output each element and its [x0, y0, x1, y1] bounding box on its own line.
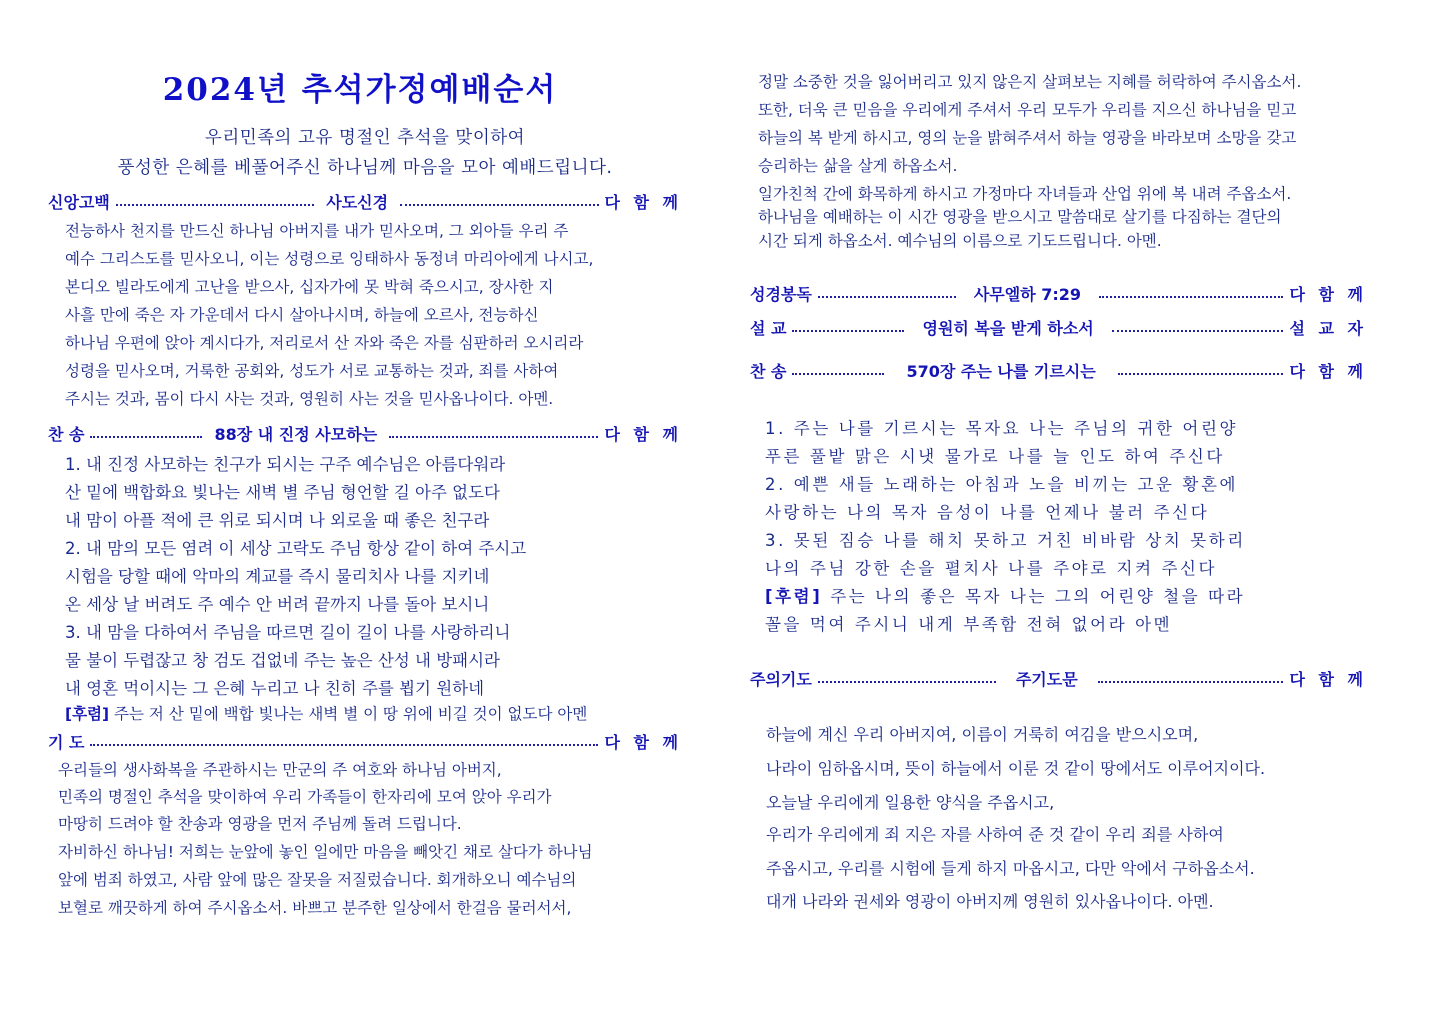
- section-item: 사무엘하 7:29: [973, 285, 1082, 304]
- section-leader: 다 함 께: [1289, 285, 1367, 304]
- leader-dots: [90, 744, 598, 746]
- section-item: 영원히 복을 받게 하소서: [922, 319, 1094, 338]
- hymn-line: 시험을 당할 때에 악마의 계교를 즉시 물리치사 나를 지키네: [65, 567, 490, 586]
- section-label: 찬 송: [48, 425, 85, 444]
- leader-dots: [1112, 330, 1284, 332]
- section-hymn-header: [48, 422, 682, 445]
- section-label: 찬 송: [750, 362, 787, 381]
- hymn-line: 산 밑에 백합화요 빛나는 새벽 별 주님 형언할 길 아주 없도다: [65, 483, 500, 502]
- lords-prayer-line: 대개 나라와 권세와 영광이 아버지께 영원히 있사옵나이다. 아멘.: [766, 892, 1214, 911]
- section-lords-prayer-header: [750, 667, 1367, 690]
- section-leader: 다 함 께: [604, 733, 682, 752]
- prayer-line: 민족의 명절인 추석을 맞이하여 우리 가족들이 한자리에 모여 앉아 우리가: [58, 788, 552, 806]
- hymn-line: 온 세상 날 버려도 주 예수 안 버려 끝까지 나를 돌아 보시니: [65, 595, 490, 614]
- section-item: 570장 주는 나를 기르시는: [906, 362, 1096, 381]
- leader-dots: [116, 204, 314, 206]
- creed-line: 하나님 우편에 앉아 계시다가, 저리로서 산 자와 죽은 자를 심판하러 오시리라: [65, 334, 584, 352]
- section-reading-header: [750, 282, 1367, 305]
- lords-prayer-line: 하늘에 계신 우리 아버지여, 이름이 거룩히 여김을 받으시오며,: [766, 725, 1199, 744]
- hymn2-refrain-line: 꼴을 먹여 주시니 내게 부족함 전혀 없어라 아멘: [765, 615, 1173, 634]
- prayer-line: 앞에 범죄 하였고, 사람 앞에 많은 잘못을 저질렀습니다. 회개하오니 예수님의: [58, 871, 577, 889]
- prayer-line: 우리들의 생사화복을 주관하시는 만군의 주 여호와 하나님 아버지,: [58, 761, 502, 779]
- section-label: 주의기도: [750, 670, 812, 689]
- hymn-refrain: [65, 702, 587, 724]
- lords-prayer-line: 주옵시고, 우리를 시험에 들게 하지 마옵시고, 다만 악에서 구하옵소서.: [766, 859, 1255, 878]
- hymn2-line: 1. 주는 나를 기르시는 목자요 나는 주님의 귀한 어린양: [765, 419, 1239, 438]
- leader-dots: [389, 436, 598, 438]
- hymn2-line: 사랑하는 나의 목자 음성이 나를 언제나 불러 주신다: [765, 503, 1210, 522]
- lords-prayer-line: 우리가 우리에게 죄 지은 자를 사하여 준 것 같이 우리 죄를 사하여: [766, 825, 1224, 844]
- refrain-text: 주는 저 산 밑에 백합 빛나는 새벽 별 이 땅 위에 비길 것이 없도다 아멘: [109, 705, 588, 723]
- hymn2-line: 푸른 풀밭 맑은 시냇 물가로 나를 늘 인도 하여 주신다: [765, 447, 1225, 466]
- section-leader: 다 함 께: [604, 425, 682, 444]
- prayer-cont-line: 정말 소중한 것을 잃어버리고 있지 않은지 살펴보는 지혜를 허락하여 주시옵소서.: [758, 73, 1302, 91]
- prayer-cont-line: 하나님을 예배하는 이 시간 영광을 받으시고 말씀대로 살기를 다짐하는 결단의: [758, 208, 1282, 226]
- hymn-line: 내 영혼 먹이시는 그 은혜 누리고 나 친히 주를 뵙기 원하네: [65, 679, 485, 698]
- prayer-cont-line: 일가친척 간에 화목하게 하시고 가정마다 자녀들과 산업 위에 복 내려 주옵소서.: [758, 185, 1292, 203]
- hymn-line: 물 불이 두렵잖고 창 검도 겁없네 주는 높은 산성 내 방패시라: [65, 651, 500, 670]
- prayer-line: 보혈로 깨끗하게 하여 주시옵소서. 바쁘고 분주한 일상에서 한걸음 물러서서,: [58, 899, 572, 917]
- section-label: 기 도: [48, 733, 85, 752]
- section-leader: 다 함 께: [1289, 362, 1367, 381]
- hymn2-refrain: [765, 583, 1245, 607]
- section-label: 신앙고백: [48, 193, 110, 212]
- creed-line: 주시는 것과, 몸이 다시 사는 것과, 영원히 사는 것을 믿사옵나이다. 아멘.: [65, 390, 554, 408]
- leader-dots: [818, 296, 956, 298]
- lords-prayer-line: 나라이 임하옵시며, 뜻이 하늘에서 이룬 것 같이 땅에서도 이루어지이다.: [766, 759, 1266, 778]
- section-item: 주기도문: [1015, 670, 1078, 689]
- refrain-tag: [후렴]: [65, 705, 110, 723]
- hymn2-line: 2. 예쁜 새들 노래하는 아침과 노을 비끼는 고운 황혼에: [765, 475, 1239, 494]
- leader-dots: [792, 330, 904, 332]
- hymn-line: 3. 내 맘을 다하여서 주님을 따르면 길이 길이 나를 사랑하리니: [65, 623, 511, 642]
- creed-line: 예수 그리스도를 믿사오니, 이는 성령으로 잉태하사 동정녀 마리아에게 나시고,: [65, 250, 594, 268]
- refrain-tag: [후렴]: [765, 587, 823, 606]
- hymn-line: 내 맘이 아플 적에 큰 위로 되시며 나 외로울 때 좋은 친구라: [65, 511, 490, 530]
- prayer-cont-line: 하늘의 복 받게 하시고, 영의 눈을 밝혀주셔서 하늘 영광을 바라보며 소망을 갖고: [758, 129, 1297, 147]
- hymn-line: 2. 내 맘의 모든 염려 이 세상 고락도 주님 항상 같이 하여 주시고: [65, 539, 527, 558]
- section-prayer-header: [48, 730, 682, 753]
- leader-dots: [792, 373, 884, 375]
- leader-dots: [400, 204, 598, 206]
- section-leader: 설 교 자: [1289, 319, 1367, 338]
- leader-dots: [90, 436, 202, 438]
- prayer-cont-line: 승리하는 삶을 살게 하옵소서.: [758, 157, 958, 175]
- page-title: 2024년 추석가정예배순서: [162, 72, 558, 108]
- section-label: 성경봉독: [750, 285, 812, 304]
- creed-line: 전능하사 천지를 만드신 하나님 아버지를 내가 믿사오며, 그 외아들 우리 주: [65, 222, 569, 240]
- leader-dots: [1099, 296, 1283, 298]
- intro-line-1: 우리민족의 고유 명절인 추석을 맞이하여: [204, 128, 526, 148]
- section-hymn2-header: [750, 359, 1367, 382]
- leader-dots: [818, 681, 996, 683]
- prayer-line: 마땅히 드려야 할 찬송과 영광을 먼저 주님께 돌려 드립니다.: [58, 815, 462, 833]
- intro-line-2: 풍성한 은혜를 베풀어주신 하나님께 마음을 모아 예배드립니다.: [117, 158, 613, 178]
- section-leader: 다 함 께: [604, 193, 683, 212]
- section-leader: 다 함 께: [1289, 670, 1367, 689]
- section-item: 88장 내 진정 사모하는: [214, 425, 378, 444]
- lords-prayer-line: 오늘날 우리에게 일용한 양식을 주옵시고,: [766, 793, 1055, 812]
- hymn2-line: 3. 못된 짐승 나를 해치 못하고 거친 비바람 상치 못하리: [765, 531, 1246, 550]
- prayer-cont-line: 시간 되게 하옵소서. 예수님의 이름으로 기도드립니다. 아멘.: [758, 232, 1162, 250]
- section-label: 설 교: [750, 319, 787, 338]
- section-sermon-header: [750, 316, 1367, 339]
- hymn2-line: 나의 주님 강한 손을 펼치사 나를 주야로 지켜 주신다: [765, 559, 1218, 578]
- creed-line: 본디오 빌라도에게 고난을 받으사, 십자가에 못 박혀 죽으시고, 장사한 지: [65, 278, 554, 296]
- leader-dots: [1118, 373, 1284, 375]
- prayer-line: 자비하신 하나님! 저희는 눈앞에 놓인 일에만 마음을 빼앗긴 채로 살다가 하나님: [58, 843, 593, 861]
- hymn-line: 1. 내 진정 사모하는 친구가 되시는 구주 예수님은 아름다워라: [65, 455, 506, 474]
- creed-line: 사흘 만에 죽은 자 가운데서 다시 살아나시며, 하늘에 오르사, 전능하신: [65, 306, 539, 324]
- refrain-text: 주는 나의 좋은 목자 나는 그의 어린양 철을 따라: [822, 587, 1246, 606]
- section-item: 사도신경: [326, 193, 389, 212]
- prayer-cont-line: 또한, 더욱 큰 믿음을 우리에게 주셔서 우리 모두가 우리를 지으신 하나님을 믿고: [758, 101, 1297, 119]
- section-creed-header: [48, 190, 682, 213]
- leader-dots: [1098, 681, 1284, 683]
- creed-line: 성령을 믿사오며, 거룩한 공회와, 성도가 서로 교통하는 것과, 죄를 사하여: [65, 362, 559, 380]
